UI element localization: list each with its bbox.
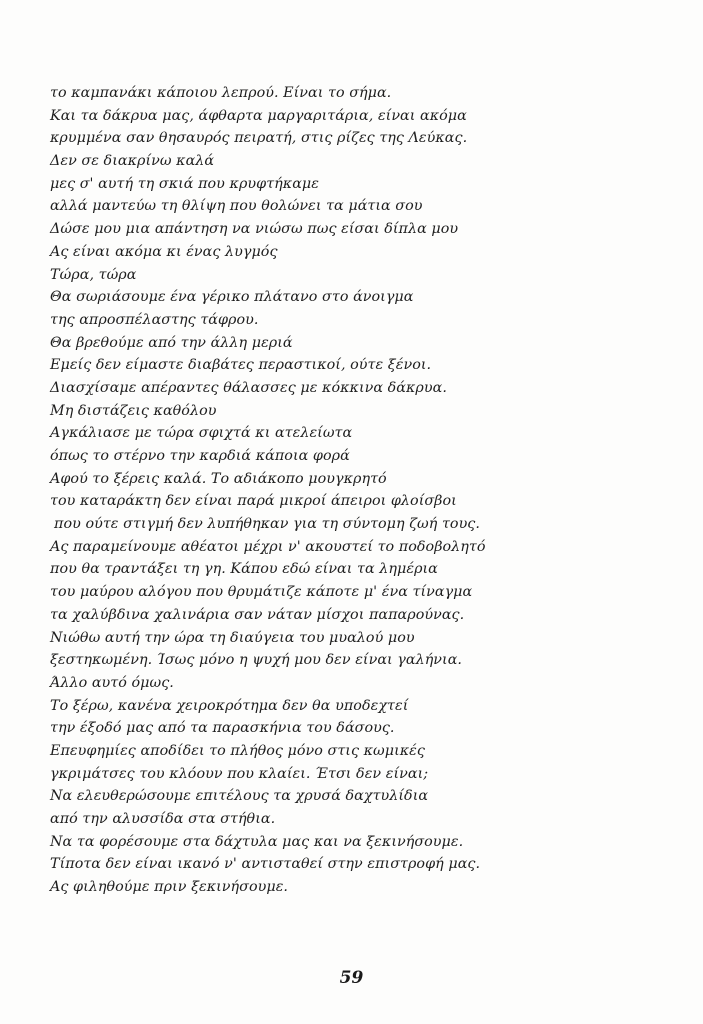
poem-line: του μαύρου αλόγου που θρυμάτιζε κάποτε μ' ένα τίναγμα xyxy=(50,584,473,601)
poem-line: Να ελευθερώσουμε επιτέλους τα χρυσά δαχτυλίδια xyxy=(50,788,429,805)
poem-text xyxy=(50,82,670,899)
poem-line: Να τα φορέσουμε στα δάχτυλα μας και να ξεκινήσουμε. xyxy=(50,833,464,850)
poem-line: Τώρα, τώρα xyxy=(50,266,137,283)
poem-line: Ας παραμείνουμε αθέατοι μέχρι ν' ακουστεί το ποδοβολητό xyxy=(50,538,486,555)
poem-line: από την αλυσσίδα στα στήθια. xyxy=(50,811,276,827)
poem-line: Μη διστάζεις καθόλου xyxy=(50,402,217,419)
poem-line: μες σ' αυτή τη σκιά που κρυφτήκαμε xyxy=(50,175,319,192)
poem-line: του καταράκτη δεν είναι παρά μικροί άπειροι φλοίσβοι xyxy=(50,493,457,510)
poem-line: όπως το στέρνο την καρδιά κάποια φορά xyxy=(50,448,350,464)
poem-line: αλλά μαντεύω τη θλίψη που θολώνει τα μάτια σου xyxy=(50,198,423,215)
poem-line: Και τα δάκρυα μας, άφθαρτα μαργαριτάρια, είναι ακόμα xyxy=(50,107,467,124)
poem-line: Θα σωριάσουμε ένα γέρικο πλάτανο στο άνοιγμα xyxy=(50,289,414,306)
poem-line: που θα τραντάξει τη γη. Κάπου εδώ είναι τα λημέρια xyxy=(50,561,438,578)
poem-line: Δώσε μου μια απάντηση να νιώσω πως είσαι δίπλα μου xyxy=(50,221,459,238)
poem-line: Αφού το ξέρεις καλά. Το αδιάκοπο μουγκρητό xyxy=(50,470,387,487)
poem-line: κρυμμένα σαν θησαυρός πειρατή, στις ρίζες της Λεύκας. xyxy=(50,130,468,147)
poem-line: της απροσπέλαστης τάφρου. xyxy=(50,311,259,328)
poem-line: Θα βρεθούμε από την άλλη μεριά xyxy=(50,334,293,351)
page-number: 59 xyxy=(339,968,364,988)
poem-line: τα χαλύβδινα χαλινάρια σαν νάταν μίσχοι παπαρούνας. xyxy=(50,606,465,623)
poem-line: Εμείς δεν είμαστε διαβάτες περαστικοί, ούτε ξένοι. xyxy=(50,357,432,374)
poem-line: το καμπανάκι κάποιου λεπρού. Είναι το σήμα. xyxy=(50,85,392,101)
poem-line: Το ξέρω, κανένα χειροκρότημα δεν θα υποδεχτεί xyxy=(50,697,409,714)
poem-line: Τίποτα δεν είναι ικανό ν' αντισταθεί στην επιστροφή μας. xyxy=(50,856,481,873)
poem-line: Δεν σε διακρίνω καλά xyxy=(50,153,215,170)
poem-line: Αγκάλιασε με τώρα σφιχτά κι ατελείωτα xyxy=(50,425,353,442)
poem-line: Άλλο αυτό όμως. xyxy=(50,674,174,691)
poem-line: Ας φιληθούμε πριν ξεκινήσουμε. xyxy=(50,879,289,896)
poem-line: Νιώθω αυτή την ώρα τη διαύγεια του μυαλού μου xyxy=(50,629,415,646)
poem-line: Επευφημίες αποδίδει το πλήθος μόνο στις κωμικές xyxy=(50,742,425,759)
poem-line: που ούτε στιγμή δεν λυπήθηκαν για τη σύντομη ζωή τους. xyxy=(54,516,480,533)
poem-line: την έξοδό μας από τα παρασκήνια του δάσους. xyxy=(50,720,395,737)
poem-line: γκριμάτσες του κλόουν που κλαίει. Έτσι δεν είναι; xyxy=(50,765,429,782)
poem-line: ξεστηκωμένη. Ίσως μόνο η ψυχή μου δεν είναι γαλήνια. xyxy=(50,652,463,669)
poem-line: Ας είναι ακόμα κι ένας λυγμός xyxy=(50,243,278,260)
poem-line: Διασχίσαμε απέραντες θάλασσες με κόκκινα δάκρυα. xyxy=(50,379,447,396)
